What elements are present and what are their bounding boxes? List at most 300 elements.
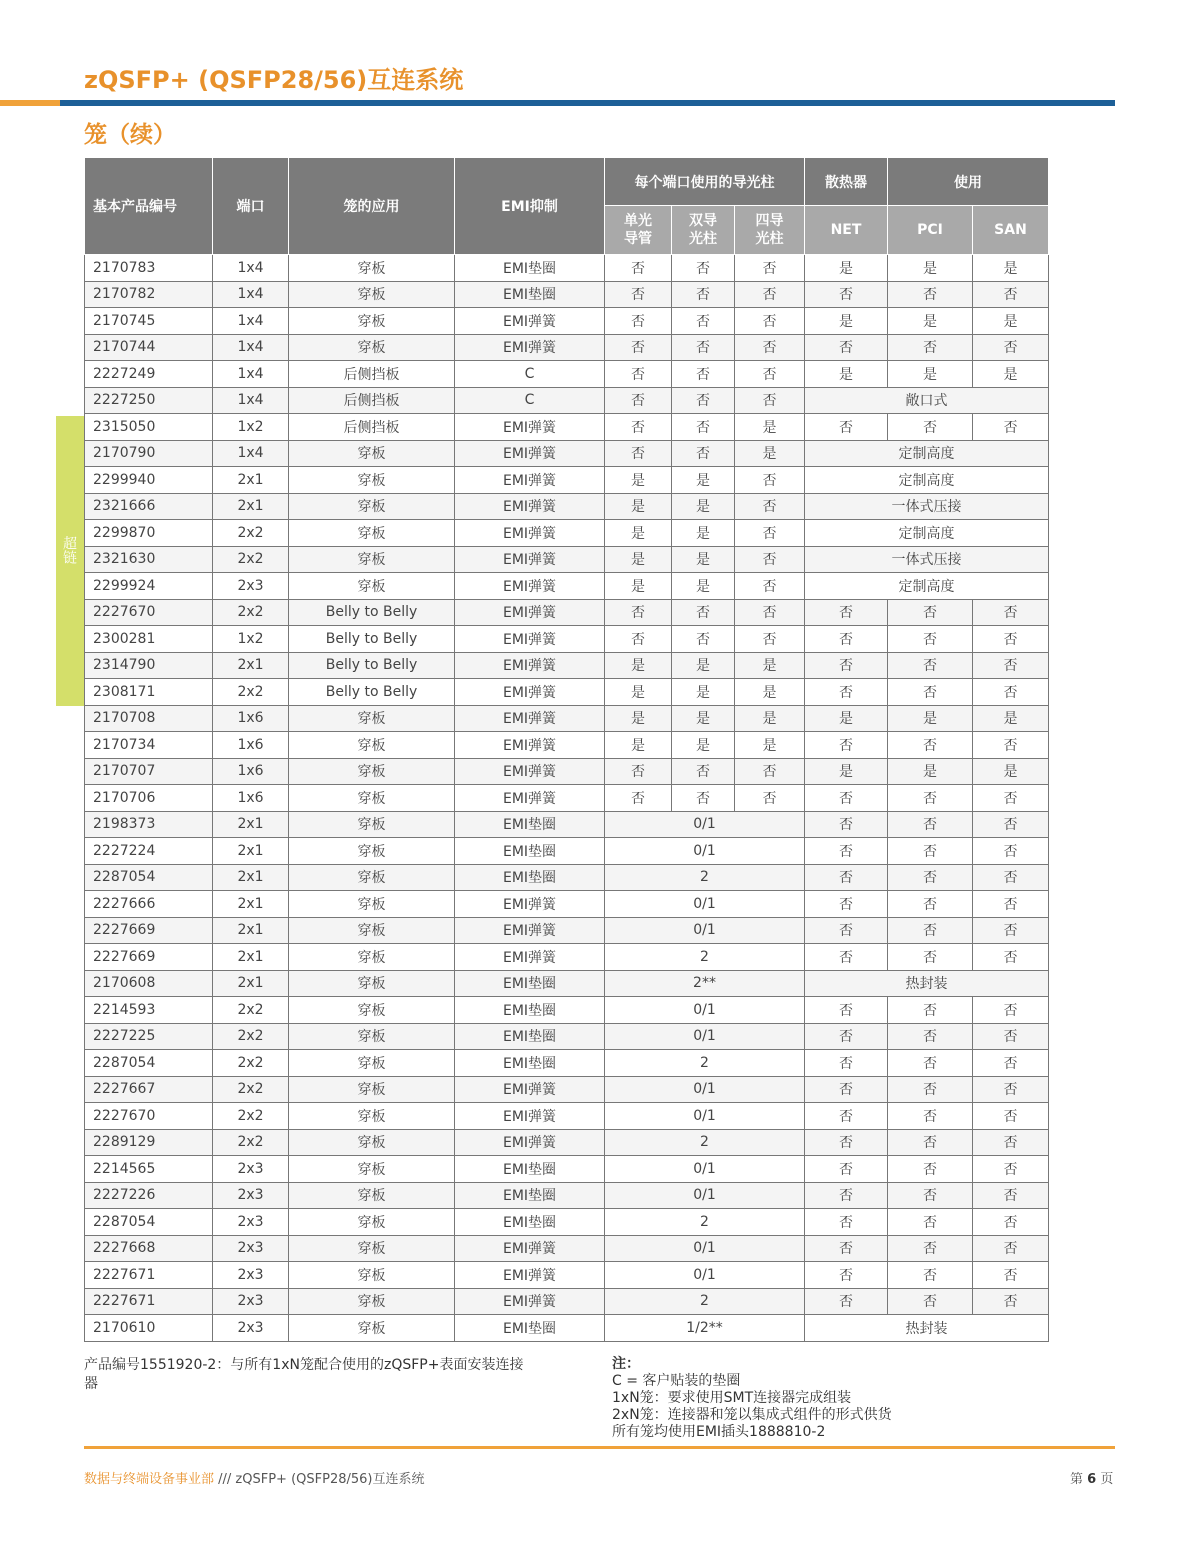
- cell-light-pipes: 0/1: [605, 1182, 805, 1209]
- cell-use: 否: [973, 732, 1049, 759]
- cell-part-number: 2227224: [85, 838, 213, 865]
- cell-part-number: 2227666: [85, 891, 213, 918]
- cell-light-pipes: 2: [605, 944, 805, 971]
- side-tab[interactable]: [56, 416, 84, 706]
- cell-light-pipe: 否: [605, 785, 672, 812]
- cell-emi: EMI垫圈: [455, 255, 605, 282]
- cell-ports: 2x3: [213, 1235, 289, 1262]
- cell-emi: EMI垫圈: [455, 1315, 605, 1342]
- cell-light-pipe: 否: [672, 758, 735, 785]
- table-row: [85, 440, 1049, 467]
- cell-light-pipe: 否: [605, 361, 672, 388]
- cell-part-number: 2227671: [85, 1262, 213, 1289]
- cell-use: 否: [805, 652, 888, 679]
- table-row: [85, 626, 1049, 653]
- cell-use: 是: [888, 705, 973, 732]
- header-part-number: 基本产品编号: [85, 158, 213, 255]
- cell-light-pipe: 是: [605, 493, 672, 520]
- footer-page-number: 6: [1087, 1472, 1097, 1487]
- cell-use: 否: [805, 811, 888, 838]
- cell-part-number: 2314790: [85, 652, 213, 679]
- cell-part-number: 2227667: [85, 1076, 213, 1103]
- cell-application: 穿板: [289, 811, 455, 838]
- table-row: [85, 599, 1049, 626]
- cell-use: 否: [805, 785, 888, 812]
- cell-ports: 2x1: [213, 864, 289, 891]
- cell-light-pipes: 2: [605, 1050, 805, 1077]
- table-row: [85, 573, 1049, 600]
- cell-part-number: 2227249: [85, 361, 213, 388]
- cell-light-pipes: 0/1: [605, 838, 805, 865]
- table-row: [85, 705, 1049, 732]
- cell-light-pipe: 是: [605, 652, 672, 679]
- cell-use-note: 定制高度: [805, 440, 1049, 467]
- cell-use: 否: [973, 334, 1049, 361]
- cell-use: 否: [973, 1129, 1049, 1156]
- cell-emi: EMI垫圈: [455, 1209, 605, 1236]
- table-row: [85, 1315, 1049, 1342]
- cell-use: 否: [973, 785, 1049, 812]
- table-row: [85, 255, 1049, 282]
- header-lp-double: [672, 206, 735, 255]
- cell-use: 否: [805, 891, 888, 918]
- cell-ports: 2x3: [213, 1262, 289, 1289]
- cell-light-pipe: 否: [735, 546, 805, 573]
- cell-use: 否: [973, 917, 1049, 944]
- cell-use: 是: [805, 255, 888, 282]
- cell-ports: 1x4: [213, 440, 289, 467]
- cell-use-note: 一体式压接: [805, 546, 1049, 573]
- cell-emi: EMI弹簧: [455, 1262, 605, 1289]
- cell-light-pipe: 否: [605, 255, 672, 282]
- header-heatsink-group: 散热器: [805, 158, 888, 206]
- cell-ports: 2x1: [213, 467, 289, 494]
- cell-emi: EMI弹簧: [455, 440, 605, 467]
- cell-application: 穿板: [289, 573, 455, 600]
- cell-use: 否: [805, 1050, 888, 1077]
- cell-application: 穿板: [289, 1209, 455, 1236]
- table-row: [85, 758, 1049, 785]
- cell-light-pipe: 否: [735, 334, 805, 361]
- header-application: 笼的应用: [289, 158, 455, 255]
- table-body: [85, 255, 1049, 1342]
- cell-application: 穿板: [289, 1050, 455, 1077]
- cell-application: Belly to Belly: [289, 599, 455, 626]
- cell-application: 穿板: [289, 1129, 455, 1156]
- cell-emi: C: [455, 361, 605, 388]
- cell-light-pipe: 否: [735, 493, 805, 520]
- cell-light-pipe: 否: [605, 387, 672, 414]
- table-row: [85, 785, 1049, 812]
- cell-light-pipe: 是: [605, 467, 672, 494]
- table-row: [85, 1156, 1049, 1183]
- cell-emi: EMI弹簧: [455, 626, 605, 653]
- cell-ports: 2x1: [213, 811, 289, 838]
- cell-light-pipe: 否: [605, 308, 672, 335]
- cell-use: 是: [973, 361, 1049, 388]
- cell-light-pipes: 2**: [605, 970, 805, 997]
- cell-application: 穿板: [289, 705, 455, 732]
- cell-emi: EMI弹簧: [455, 1103, 605, 1130]
- cell-use: 否: [888, 1235, 973, 1262]
- table-row: [85, 520, 1049, 547]
- cell-light-pipe: 否: [735, 520, 805, 547]
- cell-use: 否: [805, 997, 888, 1024]
- cell-ports: 1x6: [213, 758, 289, 785]
- cell-light-pipe: 否: [605, 281, 672, 308]
- cell-light-pipes: 2: [605, 1129, 805, 1156]
- cell-light-pipe: 否: [672, 599, 735, 626]
- cell-use-note: 一体式压接: [805, 493, 1049, 520]
- cell-use: 否: [805, 414, 888, 441]
- cell-light-pipe: 否: [735, 308, 805, 335]
- cell-part-number: 2287054: [85, 864, 213, 891]
- cell-emi: EMI垫圈: [455, 838, 605, 865]
- footer-page-prefix: 第: [1070, 1472, 1088, 1487]
- cell-light-pipes: 0/1: [605, 1156, 805, 1183]
- cell-application: 穿板: [289, 864, 455, 891]
- cell-emi: EMI垫圈: [455, 864, 605, 891]
- footer-page: [1070, 1468, 1113, 1487]
- cell-application: 穿板: [289, 732, 455, 759]
- cell-use: 否: [973, 1209, 1049, 1236]
- cell-light-pipe: 是: [672, 467, 735, 494]
- cell-emi: EMI弹簧: [455, 917, 605, 944]
- cell-light-pipe: 否: [672, 334, 735, 361]
- cell-use: 否: [888, 1050, 973, 1077]
- cell-part-number: 2170610: [85, 1315, 213, 1342]
- cell-use: 否: [973, 679, 1049, 706]
- note-line: 2xN笼：连接器和笼以集成式组件的形式供货: [612, 1407, 892, 1423]
- cell-application: 穿板: [289, 997, 455, 1024]
- cell-use: 否: [805, 1182, 888, 1209]
- cell-use: 否: [888, 652, 973, 679]
- cell-light-pipe: 否: [672, 361, 735, 388]
- cell-part-number: 2287054: [85, 1209, 213, 1236]
- cell-part-number: 2170734: [85, 732, 213, 759]
- cell-use: 否: [973, 414, 1049, 441]
- table-row: [85, 944, 1049, 971]
- cell-light-pipes: 2: [605, 864, 805, 891]
- cell-use: 否: [805, 944, 888, 971]
- header-lp-single-text: 单光导管: [623, 213, 652, 247]
- table-row: [85, 838, 1049, 865]
- cell-part-number: 2214565: [85, 1156, 213, 1183]
- cell-use: 否: [973, 1182, 1049, 1209]
- cell-emi: EMI垫圈: [455, 1050, 605, 1077]
- cell-use: 否: [888, 864, 973, 891]
- cell-application: 穿板: [289, 1262, 455, 1289]
- cell-use-note: 热封装: [805, 970, 1049, 997]
- cell-light-pipe: 否: [735, 361, 805, 388]
- cell-light-pipe: 是: [735, 440, 805, 467]
- footer-left: [84, 1468, 424, 1487]
- cell-use: 是: [888, 758, 973, 785]
- cell-use: 否: [973, 626, 1049, 653]
- table-row: [85, 970, 1049, 997]
- cell-light-pipe: 是: [605, 573, 672, 600]
- cell-ports: 2x1: [213, 652, 289, 679]
- cell-light-pipes: 0/1: [605, 1262, 805, 1289]
- cell-light-pipe: 否: [672, 785, 735, 812]
- footer-product: /// zQSFP+ (QSFP28/56)互连系统: [214, 1472, 425, 1487]
- table-row: [85, 493, 1049, 520]
- table-row: [85, 652, 1049, 679]
- footer-rule: [84, 1446, 1115, 1449]
- cell-emi: EMI弹簧: [455, 944, 605, 971]
- cell-use: 否: [888, 1182, 973, 1209]
- table-row: [85, 997, 1049, 1024]
- header-net: NET: [805, 206, 888, 255]
- table-row: [85, 467, 1049, 494]
- header-pci: PCI: [888, 206, 973, 255]
- cell-light-pipe: 是: [605, 732, 672, 759]
- cell-use: 否: [973, 811, 1049, 838]
- cell-emi: EMI弹簧: [455, 546, 605, 573]
- cell-emi: EMI弹簧: [455, 891, 605, 918]
- cell-application: 穿板: [289, 944, 455, 971]
- cell-use: 否: [888, 1209, 973, 1236]
- table-row: [85, 1235, 1049, 1262]
- cell-use: 否: [888, 1076, 973, 1103]
- notes-block: [612, 1356, 1072, 1441]
- cell-use-note: 定制高度: [805, 573, 1049, 600]
- cell-part-number: 2170790: [85, 440, 213, 467]
- cell-light-pipes: 0/1: [605, 1103, 805, 1130]
- cell-use: 否: [805, 1209, 888, 1236]
- cell-emi: EMI弹簧: [455, 520, 605, 547]
- cell-light-pipe: 是: [735, 732, 805, 759]
- cell-light-pipe: 否: [605, 414, 672, 441]
- cell-part-number: 2321666: [85, 493, 213, 520]
- cell-part-number: 2227669: [85, 944, 213, 971]
- cell-use: 否: [805, 1156, 888, 1183]
- cell-use-note: 定制高度: [805, 467, 1049, 494]
- cell-light-pipe: 是: [672, 652, 735, 679]
- cell-application: 穿板: [289, 891, 455, 918]
- cell-light-pipe: 是: [605, 520, 672, 547]
- header-bar-orange: [0, 100, 60, 106]
- cell-light-pipes: 0/1: [605, 1023, 805, 1050]
- cell-ports: 1x4: [213, 387, 289, 414]
- cell-use: 是: [888, 308, 973, 335]
- page-title: zQSFP+ (QSFP28/56)互连系统: [84, 66, 464, 94]
- cell-emi: EMI弹簧: [455, 308, 605, 335]
- cell-application: 后侧挡板: [289, 361, 455, 388]
- table-row: [85, 864, 1049, 891]
- header-lp-quad: [735, 206, 805, 255]
- cell-application: Belly to Belly: [289, 652, 455, 679]
- cell-use: 否: [888, 281, 973, 308]
- cell-part-number: 2227671: [85, 1288, 213, 1315]
- cell-emi: C: [455, 387, 605, 414]
- cell-use: 否: [805, 1288, 888, 1315]
- cell-light-pipes: 0/1: [605, 997, 805, 1024]
- cell-emi: EMI垫圈: [455, 1182, 605, 1209]
- cell-ports: 2x3: [213, 573, 289, 600]
- cell-light-pipe: 否: [672, 308, 735, 335]
- cell-ports: 2x3: [213, 1209, 289, 1236]
- table-row: [85, 334, 1049, 361]
- cell-part-number: 2214593: [85, 997, 213, 1024]
- cell-emi: EMI弹簧: [455, 493, 605, 520]
- cell-ports: 2x1: [213, 970, 289, 997]
- cell-application: 穿板: [289, 1023, 455, 1050]
- cell-emi: EMI弹簧: [455, 705, 605, 732]
- cell-use: 是: [805, 758, 888, 785]
- cell-light-pipes: 2: [605, 1288, 805, 1315]
- cell-ports: 2x1: [213, 838, 289, 865]
- cell-use: 否: [888, 626, 973, 653]
- cell-light-pipe: 是: [605, 705, 672, 732]
- cell-emi: EMI垫圈: [455, 1023, 605, 1050]
- note-line: C = 客户贴装的垫圈: [612, 1373, 741, 1389]
- table-row: [85, 1050, 1049, 1077]
- cell-use: 否: [973, 1235, 1049, 1262]
- cell-part-number: 2308171: [85, 679, 213, 706]
- cell-emi: EMI垫圈: [455, 281, 605, 308]
- cell-application: 穿板: [289, 255, 455, 282]
- cell-part-number: 2170744: [85, 334, 213, 361]
- cell-part-number: 2227669: [85, 917, 213, 944]
- cell-use: 否: [888, 838, 973, 865]
- cell-use: 否: [888, 334, 973, 361]
- table-row: [85, 1288, 1049, 1315]
- cell-ports: 1x6: [213, 732, 289, 759]
- cell-ports: 2x1: [213, 917, 289, 944]
- cell-part-number: 2170783: [85, 255, 213, 282]
- cell-ports: 1x2: [213, 626, 289, 653]
- cell-use: 否: [888, 811, 973, 838]
- cell-application: 穿板: [289, 546, 455, 573]
- cell-ports: 2x2: [213, 1103, 289, 1130]
- cell-part-number: 2300281: [85, 626, 213, 653]
- cell-application: 穿板: [289, 838, 455, 865]
- table-row: [85, 732, 1049, 759]
- cell-use: 否: [805, 1129, 888, 1156]
- table-row: [85, 308, 1049, 335]
- cell-use: 否: [973, 1103, 1049, 1130]
- header-san: SAN: [973, 206, 1049, 255]
- cell-use-note: 敞口式: [805, 387, 1049, 414]
- cell-use: 否: [888, 1156, 973, 1183]
- cell-ports: 1x6: [213, 705, 289, 732]
- cell-emi: EMI弹簧: [455, 1235, 605, 1262]
- note-line: 所有笼均使用EMI插头1888810-2: [612, 1424, 826, 1440]
- cell-use: 是: [973, 255, 1049, 282]
- cell-part-number: 2170782: [85, 281, 213, 308]
- header-bar-blue: [60, 100, 1115, 106]
- cell-application: 穿板: [289, 1315, 455, 1342]
- cell-light-pipe: 否: [672, 626, 735, 653]
- cell-ports: 2x2: [213, 1023, 289, 1050]
- cell-light-pipe: 否: [672, 281, 735, 308]
- cell-light-pipe: 是: [672, 520, 735, 547]
- table-row: [85, 679, 1049, 706]
- cell-application: 后侧挡板: [289, 414, 455, 441]
- cell-use: 否: [805, 679, 888, 706]
- cell-emi: EMI弹簧: [455, 1129, 605, 1156]
- cell-light-pipe: 是: [605, 546, 672, 573]
- cell-ports: 2x3: [213, 1315, 289, 1342]
- cell-emi: EMI弹簧: [455, 414, 605, 441]
- cell-light-pipe: 否: [735, 467, 805, 494]
- cell-light-pipes: 0/1: [605, 1235, 805, 1262]
- cell-part-number: 2227670: [85, 599, 213, 626]
- cell-emi: EMI弹簧: [455, 1076, 605, 1103]
- cell-use: 否: [973, 652, 1049, 679]
- cell-part-number: 2299870: [85, 520, 213, 547]
- notes-heading: 注：: [612, 1356, 640, 1372]
- cell-use: 否: [805, 626, 888, 653]
- cell-use: 否: [805, 732, 888, 759]
- table-row: [85, 917, 1049, 944]
- table-row: [85, 414, 1049, 441]
- table-row: [85, 811, 1049, 838]
- cell-application: Belly to Belly: [289, 679, 455, 706]
- cell-part-number: 2170608: [85, 970, 213, 997]
- cell-use: 否: [805, 1262, 888, 1289]
- cell-application: 穿板: [289, 1288, 455, 1315]
- cell-ports: 2x2: [213, 599, 289, 626]
- cell-use: 否: [973, 864, 1049, 891]
- cell-use: 否: [805, 1023, 888, 1050]
- table-row: [85, 1076, 1049, 1103]
- table-row: [85, 546, 1049, 573]
- cell-emi: EMI垫圈: [455, 811, 605, 838]
- cell-light-pipe: 否: [735, 599, 805, 626]
- cell-light-pipe: 否: [735, 255, 805, 282]
- cell-ports: 2x1: [213, 891, 289, 918]
- cell-use: 否: [973, 1050, 1049, 1077]
- cell-light-pipe: 否: [735, 626, 805, 653]
- cell-use: 否: [973, 281, 1049, 308]
- cell-emi: EMI弹簧: [455, 758, 605, 785]
- cell-ports: 1x4: [213, 334, 289, 361]
- cell-ports: 2x2: [213, 1076, 289, 1103]
- cell-emi: EMI弹簧: [455, 334, 605, 361]
- cell-use: 否: [973, 838, 1049, 865]
- cell-application: 穿板: [289, 281, 455, 308]
- cell-use: 是: [973, 705, 1049, 732]
- cell-use: 否: [973, 997, 1049, 1024]
- cell-use: 否: [973, 1023, 1049, 1050]
- cell-application: 后侧挡板: [289, 387, 455, 414]
- cell-application: Belly to Belly: [289, 626, 455, 653]
- cell-light-pipes: 0/1: [605, 811, 805, 838]
- header-lp-single: [605, 206, 672, 255]
- cell-use: 否: [805, 281, 888, 308]
- table-row: [85, 1262, 1049, 1289]
- cell-ports: 2x3: [213, 1156, 289, 1183]
- cell-use: 否: [805, 838, 888, 865]
- cell-use: 否: [973, 1288, 1049, 1315]
- table-row: [85, 1182, 1049, 1209]
- cell-part-number: 2170706: [85, 785, 213, 812]
- cell-application: 穿板: [289, 785, 455, 812]
- cell-use: 否: [888, 917, 973, 944]
- cell-use: 否: [888, 997, 973, 1024]
- cell-use: 是: [888, 361, 973, 388]
- cell-light-pipes: 0/1: [605, 891, 805, 918]
- cell-use: 否: [888, 1262, 973, 1289]
- cell-ports: 1x4: [213, 361, 289, 388]
- cell-emi: EMI弹簧: [455, 652, 605, 679]
- cell-use: 否: [973, 1156, 1049, 1183]
- cell-ports: 1x6: [213, 785, 289, 812]
- cell-ports: 2x3: [213, 1182, 289, 1209]
- cell-application: 穿板: [289, 1182, 455, 1209]
